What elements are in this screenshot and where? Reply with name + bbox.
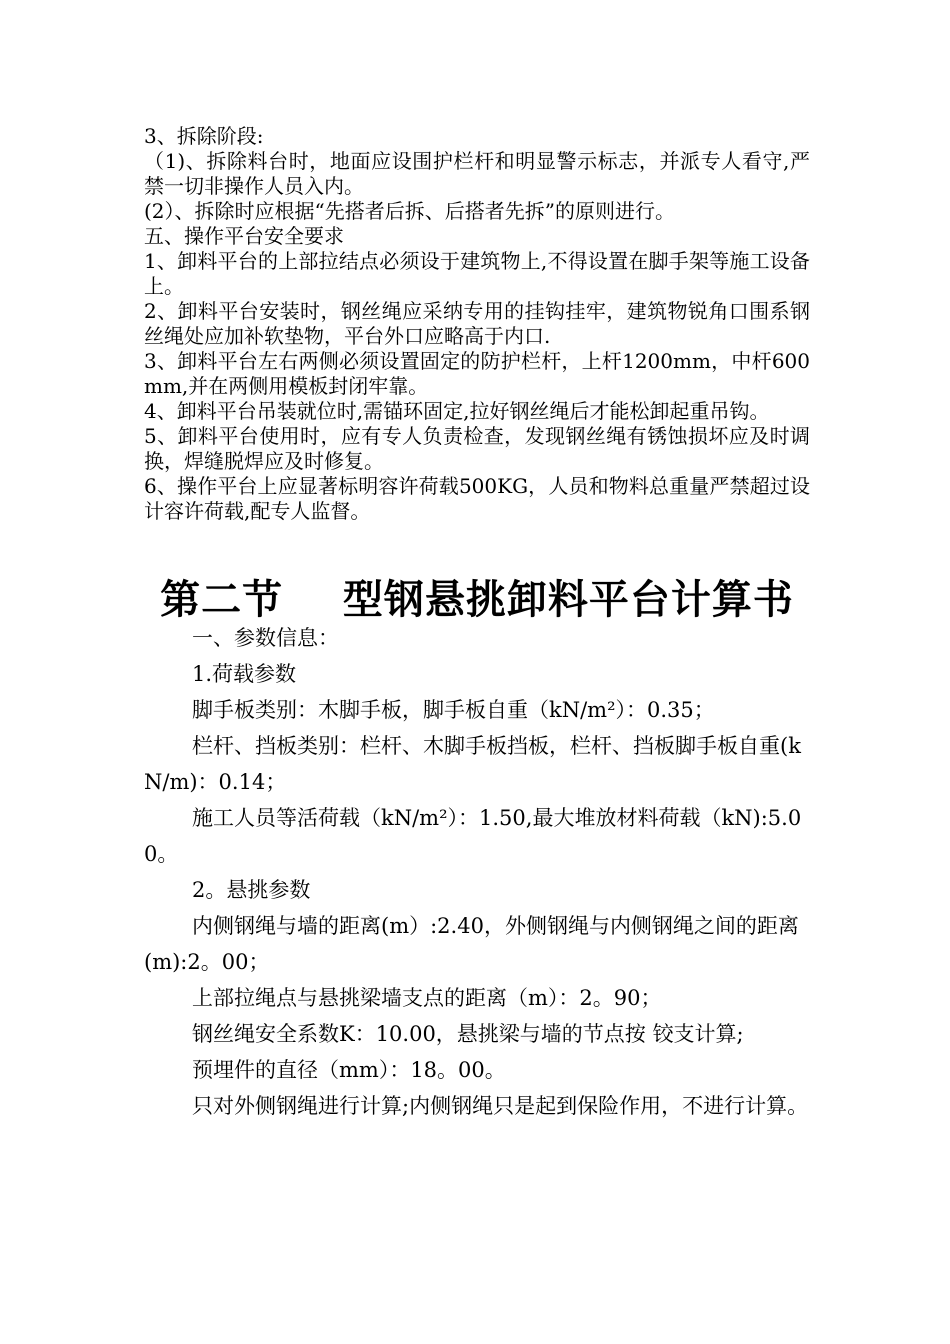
body-paragraph: 钢丝绳安全系数K：10.00，悬挑梁与墙的节点按 铰支计算; [192, 1022, 744, 1046]
body-paragraph: 一、参数信息： [192, 626, 339, 650]
dense-line: 3、卸料平台左右两侧必须设置固定的防护栏杆，上杆1200mm，中杆600mm,并在两侧用模板封闭牢靠。 [144, 349, 810, 398]
dense-line: 五、操作平台安全要求 [144, 224, 344, 248]
body-paragraph: 栏杆、挡板类别：栏杆、木脚手板挡板，栏杆、挡板脚手板自重(kN/m)：0.14； [144, 734, 801, 794]
dense-line: 6、操作平台上应显著标明容许荷载500KG，人员和物料总重量严禁超过设计容许荷载,配专人监督。 [144, 474, 810, 523]
body-paragraph: 施工人员等活荷载（kN/m²）：1.50,最大堆放材料荷载（kN):5.00。 [144, 806, 802, 866]
calculation-parameters-block [144, 620, 810, 1124]
body-paragraph: 脚手板类别：木脚手板，脚手板自重（kN/m²）：0.35； [192, 698, 715, 722]
body-paragraph: 内侧钢绳与墙的距离(m）:2.40，外侧钢绳与内侧钢绳之间的距离(m):2。00； [144, 914, 799, 974]
dense-line: 1、卸料平台的上部拉结点必须设于建筑物上,不得设置在脚手架等施工设备上。 [144, 249, 810, 298]
dense-line: (2）、拆除时应根据“先搭者后拆、后搭者先拆”的原则进行。 [144, 199, 675, 223]
body-paragraph: 上部拉绳点与悬挑梁墙支点的距离（m）：2。90； [192, 986, 662, 1010]
body-paragraph: 只对外侧钢绳进行计算;内侧钢绳只是起到保险作用，不进行计算。 [192, 1094, 809, 1118]
body-paragraph: 预埋件的直径（mm）：18。00。 [192, 1058, 506, 1082]
dense-line: 3、拆除阶段: [144, 124, 264, 148]
dense-line: （1)、拆除料台时，地面应设围护栏杆和明显警示标志，并派专人看守,严禁一切非操作人员入内。 [144, 149, 810, 198]
section-title: 第二节 型钢悬挑卸料平台计算书 [160, 577, 794, 623]
body-paragraph: 2。悬挑参数 [192, 878, 311, 902]
dense-line: 4、卸料平台吊装就位时,需锚环固定,拉好钢丝绳后才能松卸起重吊钩。 [144, 399, 770, 423]
dense-line: 2、卸料平台安装时，钢丝绳应采纳专用的挂钩挂牢，建筑物锐角口围系钢丝绳处应加补软垫物，平台外口应略高于内口. [144, 299, 810, 348]
safety-requirements-block [144, 124, 810, 524]
dense-line: 5、卸料平台使用时，应有专人负责检查，发现钢丝绳有锈蚀损坏应及时调换，焊缝脱焊应及时修复。 [144, 424, 810, 473]
body-paragraph: 1.荷载参数 [192, 662, 297, 686]
